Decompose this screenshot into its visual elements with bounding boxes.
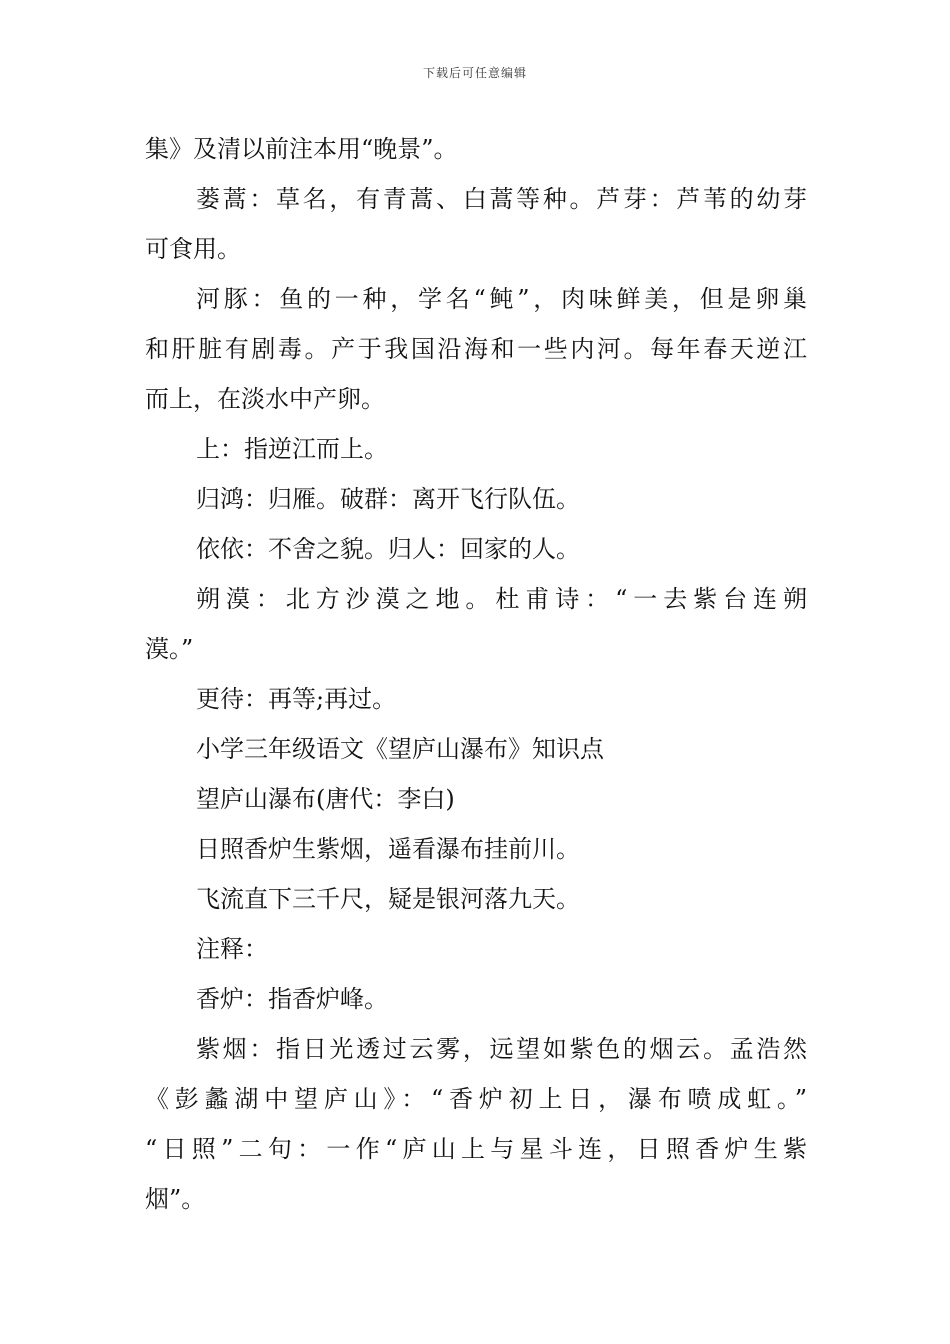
text-line: 更待：再等;再过。	[196, 685, 397, 713]
text-line: 《彭蠡湖中望庐山》：“香炉初上日，瀑布喷成虹。”	[145, 1085, 807, 1113]
notes-heading: 注释：	[196, 935, 268, 963]
text-line: “日照”二句：一作“庐山上与星斗连，日照香炉生紫	[145, 1135, 807, 1163]
text-line: 可食用。	[145, 235, 241, 263]
text-line: 归鸿：归雁。破群：离开飞行队伍。	[196, 485, 580, 513]
text-line: 河豚：鱼的一种，学名“鲀”，肉味鲜美，但是卵巢	[196, 285, 807, 313]
poem-title: 望庐山瀑布(唐代：李白)	[196, 785, 455, 813]
poem-line: 日照香炉生紫烟，遥看瀑布挂前川。	[196, 835, 580, 863]
poem-line: 飞流直下三千尺，疑是银河落九天。	[196, 885, 580, 913]
text-line: 集》及清以前注本用“晚景”。	[145, 135, 458, 163]
text-line: 蒌蒿：草名，有青蒿、白蒿等种。芦芽：芦苇的幼芽	[196, 185, 807, 213]
text-line: 而上，在淡水中产卵。	[145, 385, 385, 413]
text-line: 和肝脏有剧毒。产于我国沿海和一些内河。每年春天逆江	[145, 335, 807, 363]
text-line: 朔漠：北方沙漠之地。杜甫诗：“一去紫台连朔	[196, 585, 807, 613]
page-header: 下载后可任意编辑	[422, 66, 527, 80]
text-line: 上：指逆江而上。	[196, 435, 388, 463]
text-line: 依依：不舍之貌。归人：回家的人。	[196, 535, 580, 563]
text-line: 漠。”	[145, 635, 194, 663]
section-heading: 小学三年级语文《望庐山瀑布》知识点	[196, 735, 604, 763]
text-line: 香炉：指香炉峰。	[196, 985, 388, 1013]
text-line: 烟”。	[145, 1185, 206, 1213]
document-body	[145, 124, 807, 1224]
text-line: 紫烟：指日光透过云雾，远望如紫色的烟云。孟浩然	[196, 1035, 807, 1063]
